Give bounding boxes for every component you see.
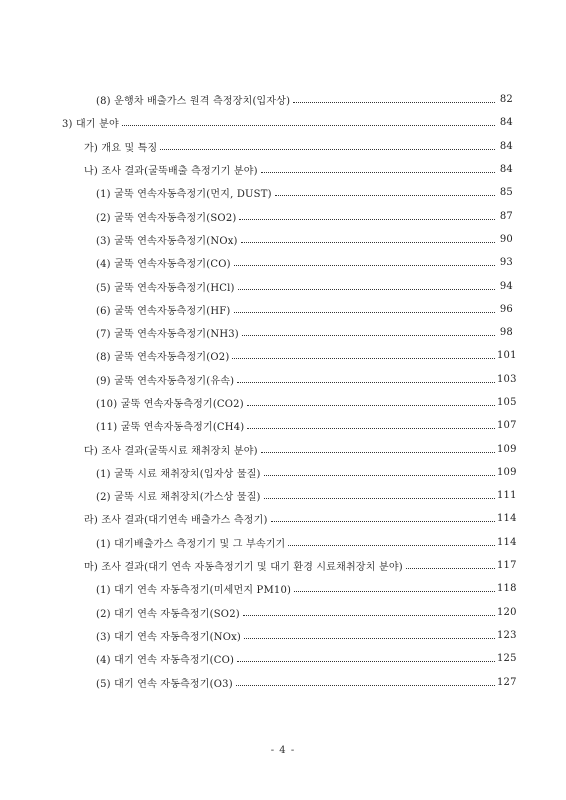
toc-entry[interactable] (0, 111, 513, 134)
toc-entry-page-number: 109 (497, 466, 517, 478)
dot-leader (293, 101, 495, 103)
toc-entry-label: 라) 조사 결과(대기연속 배출가스 측정기) (84, 515, 268, 527)
toc-entry[interactable] (0, 274, 513, 297)
dot-leader (264, 474, 495, 476)
dot-leader (238, 288, 495, 290)
toc-entry-label: 나) 조사 결과(굴뚝배출 측정기기 분야) (84, 166, 258, 178)
page-number: - 4 - (270, 745, 296, 756)
toc-entry-page-number: 127 (497, 676, 517, 688)
toc-entry-page-number: 117 (497, 560, 517, 572)
toc-entry-page-number: 87 (499, 210, 513, 222)
toc-entry-label: 다) 조사 결과(굴뚝시료 채취장치 분야) (84, 445, 258, 457)
toc-entry-label: (1) 대기배출가스 측정기기 및 그 부속기기 (96, 538, 286, 550)
dot-leader (261, 171, 495, 173)
toc-entry[interactable] (0, 670, 517, 693)
toc-entry-page-number: 111 (497, 490, 517, 502)
toc-entry[interactable] (0, 368, 517, 391)
dot-leader (244, 637, 495, 639)
toc-entry-label: (4) 굴뚝 연속자동측정기(CO) (96, 259, 231, 271)
toc-entry-label: (8) 굴뚝 연속자동측정기(O2) (96, 352, 230, 364)
toc-entry-label: (6) 굴뚝 연속자동측정기(HF) (96, 305, 231, 317)
dot-leader (243, 614, 495, 616)
dot-leader (232, 357, 495, 359)
toc-entry-label: (2) 대기 연속 자동측정기(SO2) (96, 608, 240, 620)
dot-leader (264, 497, 495, 499)
toc-entry[interactable] (0, 391, 517, 414)
toc-entry-label: (10) 굴뚝 연속자동측정기(CO2) (96, 399, 244, 410)
dot-leader (247, 404, 495, 406)
toc-entry-label: (7) 굴뚝 연속자동측정기(NH3) (96, 329, 239, 341)
dot-leader (237, 381, 495, 383)
toc-entry[interactable] (0, 601, 517, 624)
toc-entry[interactable] (0, 228, 513, 251)
toc-entry-page-number: 109 (497, 443, 517, 455)
toc-entry-page-number: 85 (499, 187, 513, 199)
toc-entry[interactable] (0, 158, 513, 181)
toc-entry-page-number: 98 (499, 327, 513, 339)
dot-leader (160, 148, 495, 150)
toc-entry[interactable] (0, 437, 517, 460)
toc-entry[interactable] (0, 251, 513, 274)
toc-entry-label: 3) 대기 분야 (62, 119, 119, 131)
toc-entry-label: (3) 굴뚝 연속자동측정기(NOx) (96, 235, 238, 247)
toc-entry-page-number: 84 (499, 164, 513, 176)
toc-entry-page-number: 101 (497, 350, 517, 362)
toc-entry-page-number: 90 (499, 233, 513, 245)
toc-entry[interactable] (0, 647, 517, 670)
toc-entry-page-number: 84 (499, 140, 513, 152)
toc-entry[interactable] (0, 484, 517, 507)
dot-leader (242, 334, 495, 336)
toc-entry[interactable] (0, 204, 513, 227)
toc-entry-page-number: 123 (497, 629, 517, 641)
table-of-contents (0, 88, 566, 694)
toc-entry[interactable] (0, 577, 517, 600)
toc-entry-label: (9) 굴뚝 연속자동측정기(유속) (96, 375, 235, 387)
toc-entry-label: (1) 굴뚝 시료 채취장치(입자상 물질) (96, 468, 261, 480)
toc-entry-label: (2) 굴뚝 시료 채취장치(가스상 물질) (96, 492, 261, 504)
dot-leader (236, 684, 495, 686)
toc-entry[interactable] (0, 88, 513, 111)
toc-entry-label: 마) 조사 결과(대기 연속 자동측정기기 및 대기 환경 시료채취장치 분야) (84, 562, 403, 574)
toc-entry-page-number: 96 (499, 303, 513, 315)
toc-entry-page-number: 84 (499, 117, 513, 129)
toc-entry-page-number: 93 (499, 257, 513, 269)
toc-entry-page-number: 105 (497, 397, 517, 408)
dot-leader (234, 264, 495, 266)
toc-entry[interactable] (0, 461, 517, 484)
dot-leader (234, 311, 495, 313)
toc-entry-page-number: 114 (497, 536, 517, 548)
toc-entry[interactable] (0, 321, 513, 344)
toc-entry-page-number: 94 (499, 280, 513, 292)
toc-entry-label: (5) 굴뚝 연속자동측정기(HCl) (96, 282, 235, 294)
toc-entry-label: (4) 대기 연속 자동측정기(CO) (96, 655, 235, 667)
dot-leader (271, 520, 495, 522)
toc-entry-page-number: 114 (497, 513, 517, 525)
toc-entry-label: (5) 대기 연속 자동측정기(O3) (96, 678, 233, 690)
dot-leader (288, 544, 495, 546)
toc-entry-label: 가) 개요 및 특징 (84, 142, 158, 154)
dot-leader (239, 218, 495, 220)
toc-entry-label: (8) 운행차 배출가스 원격 측정장치(입자상) (96, 96, 291, 108)
toc-entry-page-number: 120 (497, 606, 517, 618)
toc-entry-page-number: 103 (497, 373, 517, 385)
toc-entry-page-number: 107 (497, 420, 517, 432)
toc-entry-label: (3) 대기 연속 자동측정기(NOx) (96, 631, 242, 643)
dot-leader (237, 660, 495, 662)
dot-leader (241, 241, 495, 243)
dot-leader (247, 427, 495, 429)
toc-entry[interactable] (0, 507, 517, 530)
toc-entry-label: (11) 굴뚝 연속자동측정기(CH4) (96, 422, 245, 434)
toc-entry[interactable] (0, 344, 517, 367)
toc-entry-label: (1) 굴뚝 연속자동측정기(먼지, DUST) (96, 189, 272, 201)
dot-leader (275, 194, 495, 196)
dot-leader (261, 451, 495, 453)
toc-entry[interactable] (0, 624, 517, 647)
toc-entry-page-number: 125 (497, 653, 517, 665)
dot-leader (406, 567, 495, 569)
toc-entry[interactable] (0, 414, 517, 437)
toc-entry[interactable] (0, 135, 513, 158)
toc-entry-label: (1) 대기 연속 자동측정기(미세먼지 PM10) (96, 585, 292, 597)
toc-entry[interactable] (0, 181, 513, 204)
toc-entry-label: (2) 굴뚝 연속자동측정기(SO2) (96, 212, 237, 224)
dot-leader (294, 590, 495, 592)
dot-leader (122, 124, 495, 126)
toc-entry-page-number: 118 (497, 583, 517, 595)
toc-entry-page-number: 82 (499, 94, 513, 106)
toc-entry[interactable] (0, 298, 513, 321)
toc-entry[interactable] (0, 554, 517, 577)
toc-entry[interactable] (0, 531, 517, 554)
